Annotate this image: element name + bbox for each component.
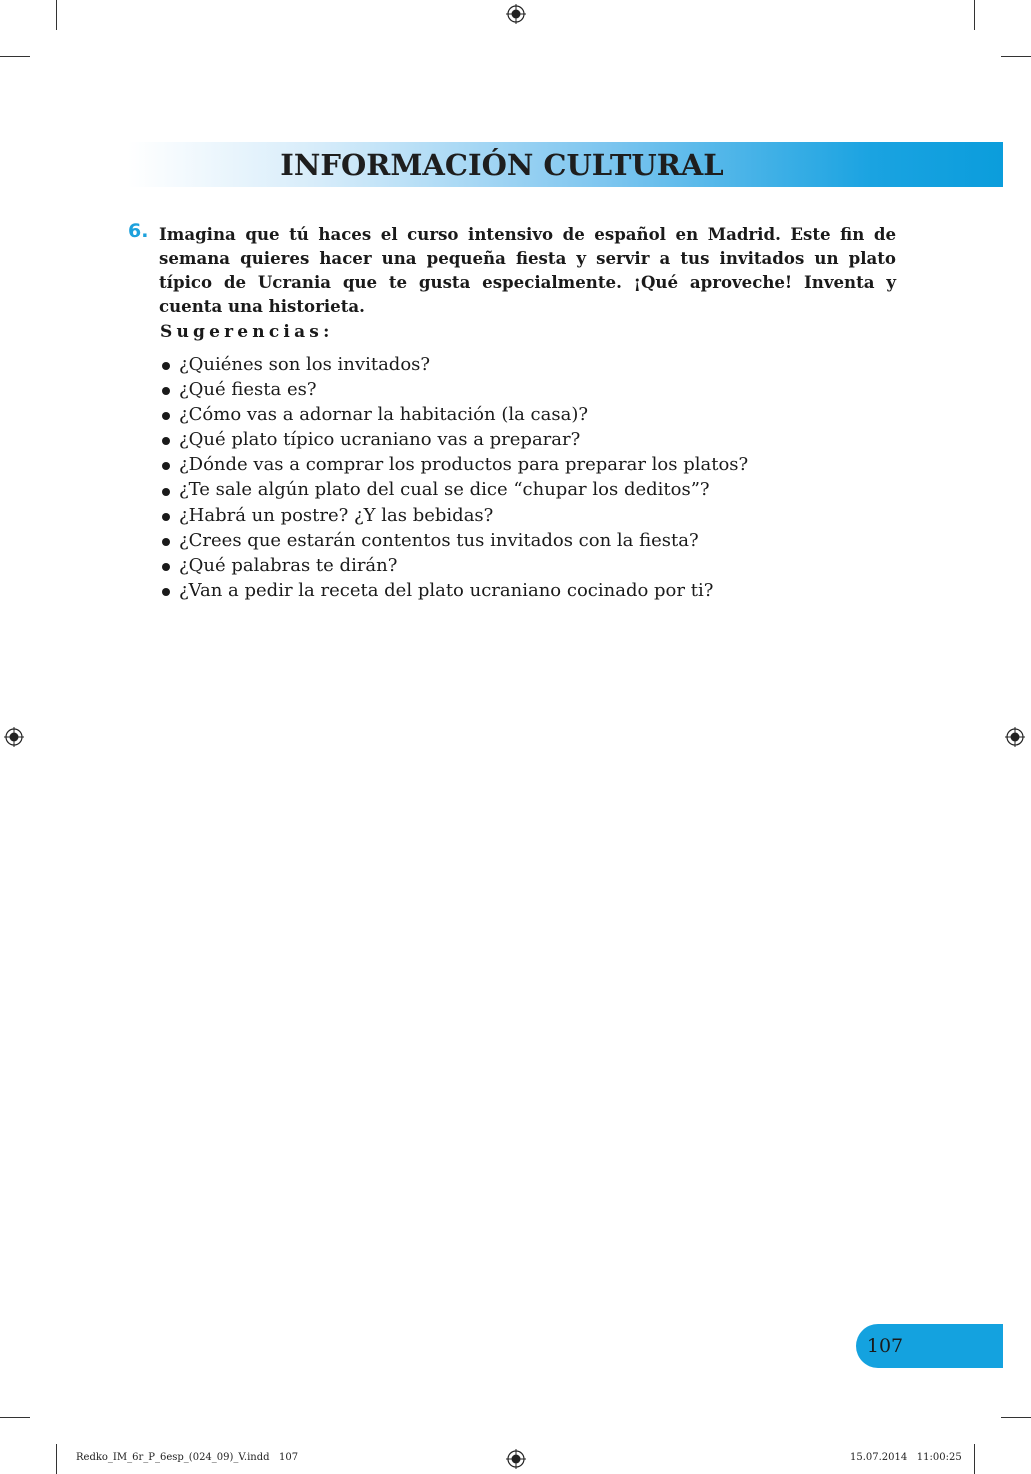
list-item — [162, 352, 748, 377]
registration-mark-icon — [1005, 727, 1025, 747]
crop-mark — [974, 0, 975, 30]
bullet-icon — [162, 538, 170, 546]
list-item-text: ¿Habrá un postre? ¿Y las bebidas? — [179, 504, 494, 526]
bullet-icon — [162, 563, 170, 571]
file-slug: Redko_IM_6r_P_6esp_(024_09)_V.indd 107 — [76, 1452, 299, 1463]
page-title: INFORMACIÓN CULTURAL — [280, 147, 724, 182]
date-slug: 15.07.2014 11:00:25 — [850, 1452, 962, 1463]
registration-mark-icon — [506, 4, 526, 24]
crop-mark — [56, 1444, 57, 1474]
suggestions-label: Sugerencias: — [160, 322, 334, 342]
list-item-text: ¿Te sale algún plato del cual se dice “chupar los deditos”? — [179, 479, 710, 501]
page-number: 107 — [866, 1335, 904, 1357]
list-item-text: ¿Van a pedir la receta del plato ucraniano cocinado por ti? — [179, 579, 714, 601]
list-item-text: ¿Quiénes son los invitados? — [179, 354, 431, 375]
list-item — [162, 477, 748, 502]
list-item — [162, 528, 748, 553]
suggestions-list — [162, 352, 748, 603]
crop-mark — [56, 0, 57, 30]
list-item-text: ¿Qué plato típico ucraniano vas a preparar? — [179, 429, 581, 451]
list-item-text: ¿Qué palabras te dirán? — [179, 554, 398, 576]
list-item — [162, 427, 748, 452]
bullet-icon — [162, 437, 170, 445]
list-item — [162, 503, 748, 528]
bullet-icon — [162, 362, 170, 370]
bullet-icon — [162, 462, 170, 470]
list-item — [162, 578, 748, 603]
list-item-text: ¿Crees que estarán contentos tus invitados con la fiesta? — [179, 529, 699, 551]
list-item-text: ¿Qué fiesta es? — [179, 379, 317, 401]
exercise-number: 6. — [128, 220, 149, 242]
list-item — [162, 452, 748, 477]
crop-mark — [1001, 1417, 1031, 1418]
bullet-icon — [162, 387, 170, 395]
list-item — [162, 377, 748, 402]
registration-mark-icon — [506, 1449, 526, 1469]
exercise-instructions: Imagina que tú haces el curso intensivo de español en Madrid. Este fin de semana quieres hacer una pequeña fiesta y servir a tus invitados un plato típico de Ucrania que te gusta especialmente. ¡Qué aproveche! Inventa y cuenta una historieta. — [159, 224, 896, 316]
registration-mark-icon — [4, 727, 24, 747]
bullet-icon — [162, 513, 170, 521]
crop-mark — [1001, 56, 1031, 57]
bullet-icon — [162, 488, 170, 496]
bullet-icon — [162, 412, 170, 420]
list-item-text: ¿Cómo vas a adornar la habitación (la casa)? — [179, 404, 588, 426]
list-item — [162, 402, 748, 427]
list-item — [162, 553, 748, 578]
crop-mark — [974, 1444, 975, 1474]
crop-mark — [0, 1417, 30, 1418]
bullet-icon — [162, 588, 170, 596]
list-item-text: ¿Dónde vas a comprar los productos para preparar los platos? — [179, 454, 749, 476]
crop-mark — [0, 56, 30, 57]
